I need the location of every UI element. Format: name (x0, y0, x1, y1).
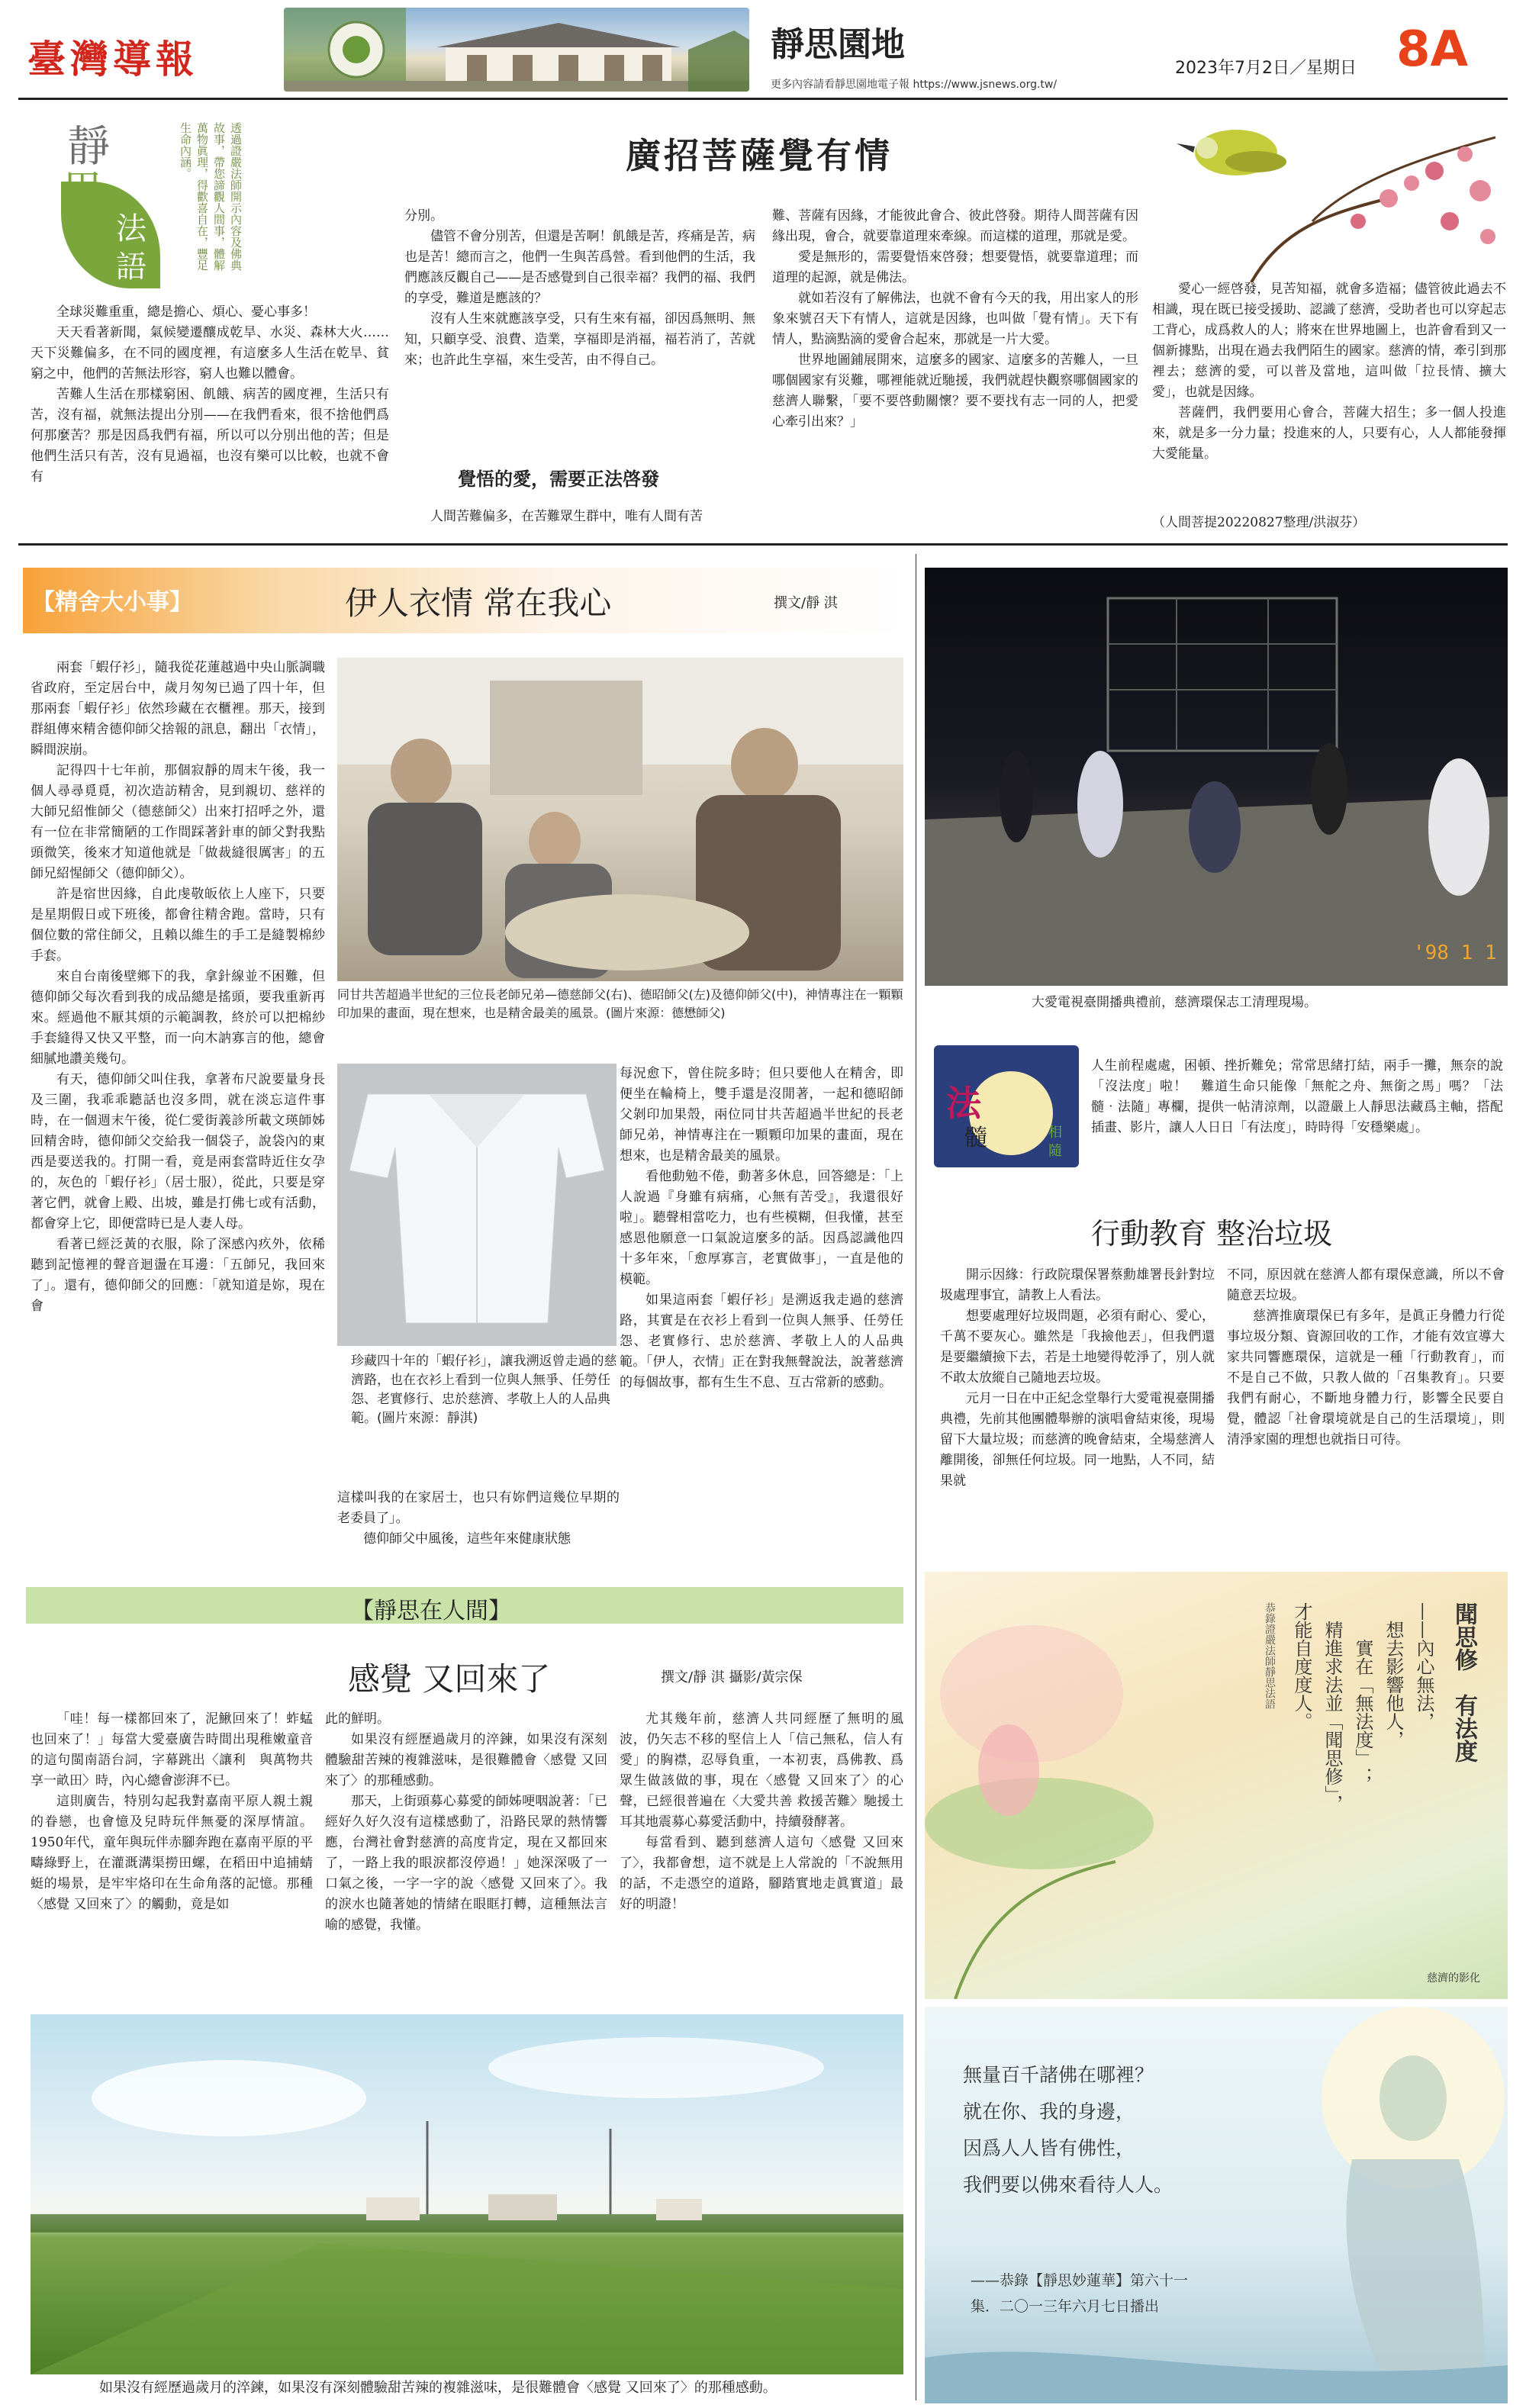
paragraph: 「哇！每一樣都回來了，泥鰍回來了！蚱蜢也回來了！」每當大愛臺廣告時間出現稚嫩童音的這句閩南語台詞，字幕跳出〈讓利 與萬物共享一畝田〉時，內心總會澎湃不已。 (31, 1711, 313, 1788)
masthead (0, 0, 1526, 98)
paragraph: 全球災難重重，總是擔心、煩心、憂心事多！ (56, 304, 316, 320)
right-column-2 (1227, 1265, 1505, 1555)
paragraph: 分別。 (404, 208, 443, 224)
paragraph: 看著已經泛黃的衣服，除了深感內疚外，依稀聽到記憶裡的聲音迴盪在耳邊：「五師兄，我回來了」。還有，德仰師父的回應：「就知道是妳，現在會 (31, 1237, 325, 1314)
buddha-text-4: 我們要以佛來看待人人。 (963, 2174, 1173, 2196)
paragraph: 不同，原因就在慈濟人都有環保意識，所以不會隨意丟垃圾。 (1227, 1267, 1505, 1303)
photo-date-stamp: '98 1 1 (1413, 942, 1497, 964)
paragraph: 沒有人生來就應該享受，只有生來有福，卻因爲無明、無知，只顧享受、浪費、造業，享福即是消福，福若消了，苦就來；也許此生享福，來生受苦，由不得自己。 (404, 311, 755, 368)
rice-field-photo (31, 2014, 903, 2374)
topic-title: 廣招菩薩覺有情 (626, 135, 893, 176)
suiyi-char: 隨 (1048, 1143, 1062, 1159)
bird-blossom-illustration (1160, 107, 1508, 282)
paragraph: 此的鮮明。 (325, 1711, 390, 1727)
clothes-photo-caption: 珍藏四十年的「蝦仔衫」，讓我溯返曾走過的慈濟路，也在衣衫上看到一位與人無爭、任勞任怨、老實修行、忠於慈濟、孝敬上人的人品典範。(圖片來源：靜淇) (351, 1354, 617, 1426)
paragraph: 看他動勉不倦，動著多休息，回答總是：「上人說過『身雖有病痛，心無有苦受』，我還很好啦」。聽聲相當吃力，也有些模糊，但我懂，甚至感恩他願意一口氣說這麼多的話。因爲認識他四十多年來，「愈厚寡言，老實做事」，一直是他的模範。 (620, 1169, 903, 1287)
poem-line-5: 才能自度度人。 (1291, 1602, 1312, 1730)
buddha-credit-1: ——恭錄【靜思妙蓮華】第六十一 (971, 2272, 1189, 2289)
paragraph: 愛是無形的，需要覺悟來啓發；想要覺悟，就要靠道理；而道理的起源，就是佛法。 (772, 249, 1138, 285)
topic-column-2 (404, 206, 755, 458)
right-article-title: 行動教育 整治垃圾 (1091, 1217, 1333, 1251)
fa-sui-badge (934, 1045, 1079, 1167)
topic-column-3 (772, 206, 1138, 530)
buddha-text-3: 因爲人人皆有佛性， (963, 2137, 1135, 2159)
paragraph: 元月一日在中正紀念堂舉行大愛電視臺開播典禮，先前其他團體舉辦的演唱會結束後，現場留下大量垃圾；而慈濟的晚會結束，全場慈濟人離開後，卻無任何垃圾。同一地點，人不同，結果就 (940, 1391, 1215, 1489)
paragraph: 苦難人生活在那樣窮困、飢餓、病苦的國度裡，生活只有苦，沒有福，就無法提出分別——在我們看來，很不捨他們爲何那麼苦？那是因爲我們有福，所以可以分別出他的苦；但是他們生活只有苦，沒有見過福，也沒有樂可以比較，也就不會有 (31, 387, 389, 484)
poem-line-3: 實在「無法度」； (1352, 1602, 1373, 1785)
paragraph: 愛心一經啓發，見苦知福，就會多造福；儘管彼此過去不相識，現在既已接受援助、認識了慈濟，受助者也可以穿起志工背心，成爲救人的人；將來在世界地圖上，也許會看到又一個新據點，出現在過去我們陌生的國家。慈濟的情，牽引到那裡去；慈濟的愛，可以普及當地，這叫做「拉長情、擴大愛」，也就是因緣。 (1152, 282, 1506, 400)
sui-char: 髓 (964, 1125, 987, 1151)
story2-title: 感覺 又回來了 (348, 1660, 551, 1698)
more-content-link[interactable]: 更多內容請看靜思園地電子報 https://www.jsnews.org.tw/ (771, 79, 1058, 91)
topic-column-4 (1152, 279, 1506, 508)
paragraph: 記得四十七年前，那個寂靜的周末午後，我一個人尋尋覓覓，初次造訪精舍，見到親切、慈祥的大師兄紹惟師父（德慈師父）出來打招呼之外，還有一位在非常簡陋的工作間踩著針車的師父對我點頭微笑，後來才知道他就是「做裁縫很厲害」的五師兄紹惺師父（德仰師父）。 (31, 763, 325, 881)
fa-char: 法 (946, 1083, 981, 1124)
paragraph: 尤其幾年前，慈濟人共同經歷了無明的風波，仍矢志不移的堅信上人「信己無私，信人有愛」的胸襟，忍辱負重，一本初衷，爲佛教、爲眾生做該做的事，現在〈感覺 又回來了〉的心聲，已經很普遍在〈大愛共善 救援苦難〉馳援土耳其地震募心募愛活動中，持續發酵著。 (620, 1711, 903, 1830)
fa-intro: 人生前程處處，困頓、挫折難免；常常思緒打結，兩手一攤，無奈的說「沒法度」啦！ 難道生命只能像「無舵之舟、無銜之馬」嗎？「法髓‧法隨」專欄，提供一帖清涼劑，以證嚴上人靜思法藏爲主軸，搭配插畫、影片，讓人人日日「有法度」，時時得「安穩樂處」。 (1091, 1058, 1503, 1135)
paragraph: 許是宿世因緣，自此虔敬皈依上人座下，只要是星期假日或下班後，都會往精舍跑。當時，只有個位數的常住師父，且賴以維生的手工是縫製棉紗手套。 (31, 887, 325, 964)
field-photo-caption: 如果沒有經歷過歲月的淬鍊，如果沒有深刻體驗甜苦辣的複雜滋味，是很難體會〈感覺 又回來了〉的那種感動。 (99, 2380, 777, 2396)
paragraph: 如果這兩套「蝦仔衫」是溯返我走過的慈濟路，其實是在衣衫上看到一位與人無爭、任勞任怨、老實修行、忠於慈濟、孝敬上人的人品典範。「伊人，衣情」正在對我無聲說法，說著慈濟的每個故事，都有生生不息、互古常新的感動。 (620, 1293, 903, 1390)
story1-column-2b (337, 1488, 620, 1572)
paragraph: 菩薩們，我們要用心會合，菩薩大招生；多一個人投進來，就是多一分力量；投進來的人，只要有心，人人都能發揮大愛能量。 (1152, 405, 1506, 462)
story2-byline: 撰文/靜 淇 攝影/黃宗保 (661, 1669, 803, 1685)
paragraph: 世界地圖鋪展開來，這麼多的國家、這麼多的苦難人，一旦哪個國家有災難，哪裡能就近馳援，我們就趕快觀察哪個國家的慈濟人聯繫，「要不要啓動關懷？要不要找有志一同的人，把愛心牽引出來？」 (772, 353, 1138, 430)
paragraph: 每況愈下，曾住院多時；但只要他人在精舍，即便坐在輪椅上，雙手還是沒閒著，一起和德昭師父剝印加果殼，兩位同甘共苦超過半世紀的長老師兄弟，神情專注在一顆顆印加果的畫面，現在想來，也是精舍最美的風景。 (620, 1066, 903, 1164)
jingsi-abode-illustration (284, 8, 749, 92)
paragraph: 慈濟推廣環保已有多年，是眞正身體力行從事垃圾分類、資源回收的工作，才能有效宣導大家共同響應環保，這就是一種「行動教育」，而不是自己不做，只教人做的「召集教育」。只要我們有耐心，不斷地身體力行，影響全民要自覺，體認「社會環境就是自己的生活環境」，則清淨家園的理想也就指日可待。 (1227, 1309, 1505, 1447)
section-title: 靜思園地 (771, 25, 905, 64)
poem-line-4: 精進求法並「聞思修」， (1322, 1602, 1343, 1813)
poem-line-1: ——內心無法， (1413, 1602, 1434, 1730)
buddha-credit-2: 集．二〇一三年六月七日播出 (971, 2298, 1160, 2315)
story2-column-3 (620, 1709, 903, 2008)
badge-char-4: 語 (116, 249, 146, 285)
story1-column-3 (620, 1064, 903, 1573)
badge-char-1: 靜 (67, 122, 110, 172)
topic-column-1 (31, 302, 389, 528)
paragraph: 來自台南後壁鄉下的我，拿針線並不困難，但德仰師父每次看到我的成品總是搖頭，要我重新再來。經過他不厭其煩的示範調教，終於可以把棉紗手套縫得又快又平整，而一向木訥寡言的他，總會細膩地讚美幾句。 (31, 969, 325, 1067)
paragraph: 儘管不會分別苦，但還是苦啊！飢餓是苦，疼痛是苦，病也是苦！總而言之，他們一生與苦爲營。看到他們的生活，我們應該反觀自己——是否感覺到自己很幸福？我們的福、我們的享受，難道是應該的？ (404, 229, 755, 306)
paragraph: 這樣叫我的在家居士，也只有妳們這幾位早期的老委員了」。 (337, 1490, 620, 1526)
topic-intro: 透過證嚴法師開示內容及佛典故事，帶您諦觀人間事，體解萬物眞理，得歡喜自在，豐足生命內涵。 (179, 122, 243, 271)
masthead-banner-photo (284, 8, 749, 92)
jingsi-badge (31, 113, 168, 288)
paragraph: 人間苦難偏多，在苦難眾生群中，唯有人間有苦 (430, 509, 703, 524)
topic-subhead: 覺悟的愛，需要正法啓發 (458, 468, 659, 490)
section-rule (18, 543, 1508, 546)
topic-column-2b (404, 507, 755, 530)
buddha-panel (925, 2007, 1508, 2403)
paper-name: 臺灣導報 (27, 37, 198, 82)
paragraph: 兩套「蝦仔衫」，隨我從花蓮越過中央山脈調職省政府，至定居台中，歲月匆匆已過了四十年，但那兩套「蝦仔衫」依然珍藏在衣櫃裡。那天，接到群組傳來精舍德仰師父捨報的訊息，翻出「衣情」，瞬間淚崩。 (31, 660, 325, 758)
story2-tag: 【靜思在人間】 (351, 1598, 511, 1624)
tv-photo-caption: 大愛電視臺開播典禮前，慈濟環保志工清理現場。 (1032, 995, 1317, 1010)
lotus-art-panel (925, 1572, 1508, 1999)
story1-title: 伊人衣情 常在我心 (345, 584, 612, 622)
right-column-1 (940, 1265, 1215, 1555)
lay-clothes-photo (337, 1064, 617, 1346)
badge-char-2: 思 (61, 168, 104, 217)
poem-title: 聞思修 有法度 (1450, 1602, 1477, 1763)
story1-tag: 【精舍大小事】 (32, 589, 192, 616)
paragraph: 這則廣告，特別勾起我對嘉南平原人親土親的眷戀，也會憶及兒時玩伴無憂的深厚情誼。1950年代，童年與玩伴赤腳奔跑在嘉南平原的平疇綠野上，在灌溉溝渠撈田螺，在稻田中追捕蜻蜓的場景，是牢牢烙印在生命角落的記憶。那種〈感覺 又回來了〉的觸動，竟是如 (31, 1794, 313, 1912)
buddha-text-2: 就在你、我的身邊， (963, 2101, 1135, 2123)
poem-credit: 恭錄證嚴法師靜思法語 (1264, 1602, 1276, 1709)
paragraph: 每當看到、聽到慈濟人這句〈感覺 又回來了〉，我都會想，這不就是上人常說的「不說無用的話，不走憑空的道路，腳踏實地走眞實道」最好的明證！ (620, 1835, 903, 1912)
paragraph: 想要處理好垃圾問題，必須有耐心、愛心，千萬不要灰心。雖然是「我撿他丟」，但我們還是要繼續撿下去，若是土地變得乾淨了，別人就不敢太放縱自己隨地丟垃圾。 (940, 1309, 1215, 1386)
story2-column-1 (31, 1709, 313, 2008)
tv-opening-cleanup-photo (925, 568, 1508, 986)
page-number: 8A (1396, 21, 1469, 78)
poem-line-2: 想去影響他人， (1383, 1602, 1404, 1749)
paragraph: 有天，德仰師父叫住我，拿著布尺說要量身長及三圍，我乖乖聽話也沒多問，就在淡忘這件事時，在一個週末午後，從仁愛街義診所載文瑛師姊回精舍時，德仰師父交給我一個袋子，說袋內的東西是要送我的。打開一看，竟是兩套當時近住女孕的，灰色的「蝦仔衫」（居士服），從此，只要是穿著它們，就會上殿、出坡，雖是打佛七或有活動，都會穿上它，即便當時已是人妻人母。 (31, 1072, 325, 1231)
paragraph: 那天，上街頭募心募愛的師姊哽咽說著：「已經好久好久沒有這樣感動了，沿路民眾的熱情響應，台灣社會對慈濟的高度肯定，現在又都回來了，一路上我的眼淚都沒停過！」她深深吸了一口氣之後，一字一字的說〈感覺 又回來了〉。我的淚水也隨著她的情緒在眼眶打轉，這種無法言喻的感覺，我懂。 (325, 1794, 607, 1933)
paragraph: 德仰師父中風後，這些年來健康狀態 (363, 1531, 571, 1547)
issue-date: 2023年7月2日／星期日 (1175, 59, 1357, 78)
paragraph: 開示因緣：行政院環保署蔡勳雄署長針對垃圾處理事宜，請教上人看法。 (940, 1267, 1215, 1303)
xiang-char: 相 (1048, 1125, 1062, 1141)
story1-column-1 (31, 658, 325, 1573)
story1-byline: 撰文/靜 淇 (774, 595, 838, 611)
story2-column-2 (325, 1709, 607, 2008)
badge-char-3: 法 (116, 211, 146, 246)
nuns-photo-caption: 同甘共苦超過半世紀的三位長老師兄弟—德慈師父(右)、德昭師父(左)及德仰師父(中)，神情專注在一顆顆印加果的畫面，現在想來，也是精舍最美的風景。(圖片來源：德懋師父) (337, 987, 903, 1020)
art-signature: 慈濟的影化 (1427, 1972, 1480, 1985)
three-elder-nuns-photo (337, 658, 903, 981)
paragraph: 就如若沒有了解佛法，也就不會有今天的我，用出家人的形象來號召天下有情人，這就是因緣，也叫做「覺有情」。天下有情人，點滴點滴的愛會合起來，那就是一片大愛。 (772, 291, 1138, 347)
buddha-text-1: 無量百千諸佛在哪裡？ (963, 2064, 1154, 2086)
paragraph: 難、菩薩有因緣，才能彼此會合、彼此啓發。期待人間菩薩有因緣出現，會合，就要靠道理來牽線。而這樣的道理，那就是愛。 (772, 208, 1138, 244)
paragraph: 如果沒有經歷過歲月的淬鍊，如果沒有深刻體驗甜苦辣的複雜滋味，是很難體會〈感覺 又回來了〉的那種感動。 (325, 1732, 607, 1788)
masthead-rule (18, 98, 1508, 100)
paragraph: 天天看著新聞，氣候變遷釀成乾旱、水災、森林大火……天下災難偏多，在不同的國度裡，有這麼多人生活在乾旱、貧窮之中，他們的苦無法形容，窮人也難以體會。 (31, 325, 389, 381)
topic-credit: （人間菩提20220827整理/洪淑芬） (1152, 515, 1366, 530)
